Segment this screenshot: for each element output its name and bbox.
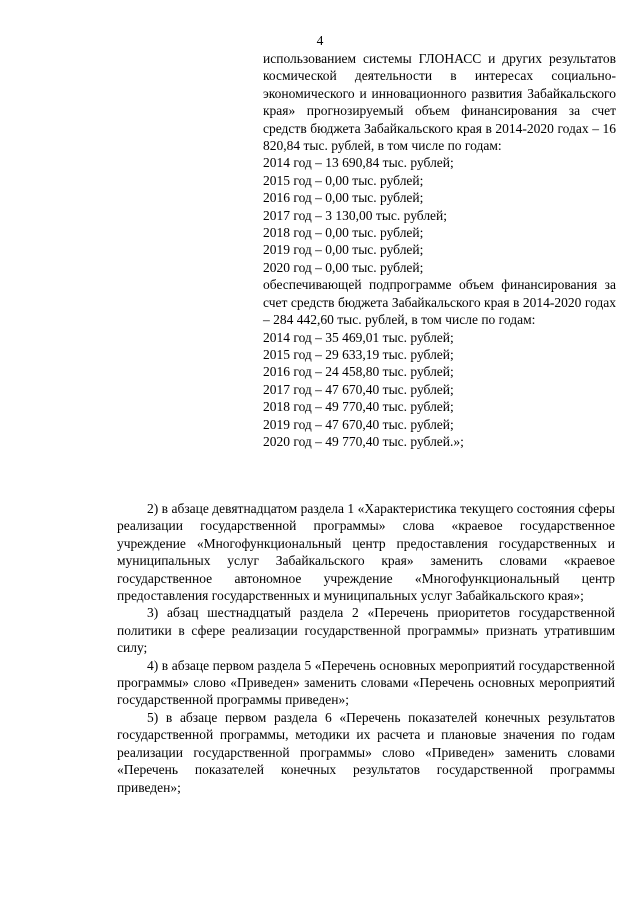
- amendments-body: [117, 500, 615, 796]
- support-year-line: 2016 год – 24 458,80 тыс. рублей;: [263, 364, 454, 380]
- funding-year-line: 2014 год – 13 690,84 тыс. рублей;: [263, 155, 454, 171]
- funding-year-line: 2017 год – 3 130,00 тыс. рублей;: [263, 207, 448, 223]
- support-year-line: 2017 год – 47 670,40 тыс. рублей;: [263, 381, 454, 397]
- funding-cell: [263, 50, 616, 450]
- funding-year-line: 2015 год – 0,00 тыс. рублей;: [263, 172, 424, 188]
- support-year-line: 2019 год – 47 670,40 тыс. рублей;: [263, 416, 454, 432]
- amendment-paragraph-3: 3) абзац шестнадцатый раздела 2 «Перечень приоритетов государственной политики в сфере реализации государственной программы» признать утратившим силу;: [117, 605, 615, 656]
- support-year-line: 2018 год – 49 770,40 тыс. рублей;: [263, 399, 454, 415]
- funding-year-line: 2020 год – 0,00 тыс. рублей;: [263, 259, 424, 275]
- amendment-paragraph-5: 5) в абзаце первом раздела 6 «Перечень показателей конечных результатов государственной программы, методики их расчета и плановые значения по годам реализации государственной программы» слово «Приведен» заменить словами «Перечень показателей конечных результатов государственной программы приведен»;: [117, 709, 615, 795]
- funding-year-line: 2019 год – 0,00 тыс. рублей;: [263, 242, 424, 258]
- page-number: 4: [316, 33, 324, 48]
- intro-continuation: использованием системы ГЛОНАСС и других результатов космической деятельности в интересах социально-экономического и инновационного развития Забайкальского края» прогнозируемый объем финансирования за счет средств бюджета Забайкальского края в 2014-2020 годах – 16 820,84 тыс. рублей, в том числе по годам:: [263, 51, 616, 154]
- funding-year-line: 2018 год – 0,00 тыс. рублей;: [263, 225, 424, 241]
- funding-year-line: 2016 год – 0,00 тыс. рублей;: [263, 190, 424, 206]
- amendment-paragraph-4: 4) в абзаце первом раздела 5 «Перечень основных мероприятий государственной программы» слово «Приведен» заменить словами «Перечень основных мероприятий государственной программы приведен»;: [117, 657, 615, 708]
- support-year-line: 2020 год – 49 770,40 тыс. рублей.»;: [263, 433, 464, 449]
- support-subprogram-intro: обеспечивающей подпрограмме объем финансирования за счет средств бюджета Забайкальского края в 2014-2020 годах – 284 442,60 тыс. рублей, в том числе по годам:: [263, 277, 616, 328]
- amendment-paragraph-2: 2) в абзаце девятнадцатом раздела 1 «Характеристика текущего состояния сферы реализации государственной программы» слова «краевое государственное учреждение «Многофункциональный центр предоставления государственных и муниципальных услуг Забайкальского края» заменить словами «краевое государственное автономное учреждение «Многофункциональный центр предоставления государственных и муниципальных услуг Забайкальского края»;: [117, 501, 615, 604]
- support-year-line: 2014 год – 35 469,01 тыс. рублей;: [263, 329, 454, 345]
- support-year-line: 2015 год – 29 633,19 тыс. рублей;: [263, 346, 454, 362]
